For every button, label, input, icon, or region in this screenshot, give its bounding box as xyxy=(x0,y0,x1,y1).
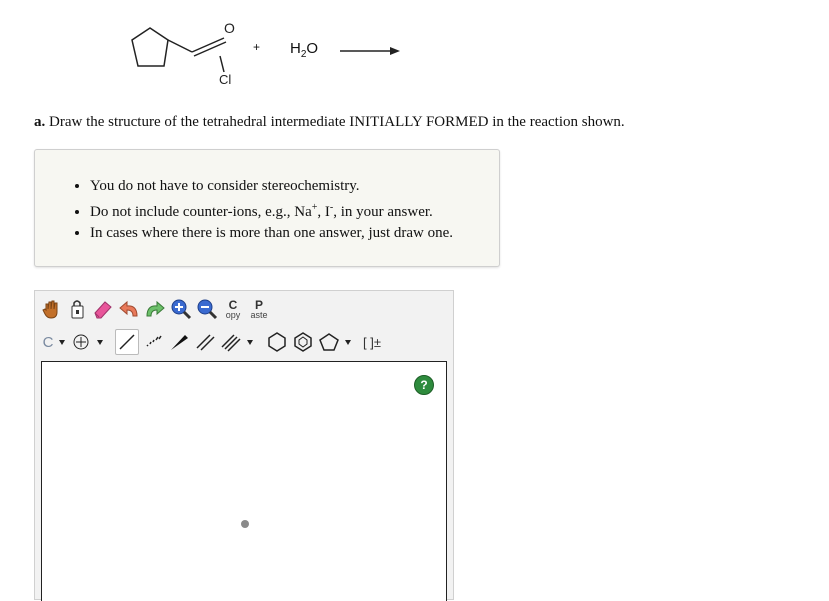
eraser-tool[interactable] xyxy=(91,296,115,322)
question-body: Draw the structure of the tetrahedral intermediate INITIALLY FORMED in the reaction shown. xyxy=(45,114,625,130)
redo-icon xyxy=(144,298,166,320)
cursor-dot xyxy=(241,520,249,528)
charge-dropdown-arrow[interactable] xyxy=(97,340,103,345)
question-label: a. xyxy=(34,114,46,130)
zoom-in-button[interactable] xyxy=(169,296,193,322)
oxygen-atom-label: O xyxy=(224,20,235,36)
paste-button[interactable]: P aste xyxy=(250,297,268,320)
hexagon-icon xyxy=(266,331,288,353)
editor-toolbar-top xyxy=(39,293,273,325)
element-dropdown-arrow[interactable] xyxy=(59,340,65,345)
cyclohexane-ring-tool[interactable] xyxy=(265,329,289,355)
triple-bond-icon xyxy=(220,331,242,353)
benzene-ring-tool[interactable] xyxy=(291,329,315,355)
double-bond-tool[interactable] xyxy=(193,329,217,355)
water-reagent: $H_2O$ xyxy=(290,40,319,60)
hint-box xyxy=(34,149,500,267)
zoom-out-button[interactable] xyxy=(195,296,219,322)
bond-dropdown-arrow[interactable] xyxy=(247,340,253,345)
editor-toolbar-bottom xyxy=(39,326,381,358)
hashed-bond-tool[interactable] xyxy=(141,329,165,355)
charge-tool[interactable] xyxy=(69,329,93,355)
copy-button[interactable]: C opy xyxy=(225,297,241,320)
lock-bottle-icon xyxy=(67,298,87,320)
reaction-scheme xyxy=(120,10,420,95)
benzene-icon xyxy=(292,331,314,353)
hint-item: • You do not have to consider stereochemistry. xyxy=(90,176,499,197)
undo-button[interactable] xyxy=(117,296,141,322)
element-select-button[interactable]: C xyxy=(42,333,54,351)
hint-list xyxy=(35,176,499,244)
zoom-in-icon xyxy=(170,298,192,320)
molecule-editor xyxy=(34,290,454,600)
clear-canvas-tool[interactable] xyxy=(65,296,89,322)
wedge-bond-tool[interactable] xyxy=(167,329,191,355)
single-bond-icon xyxy=(116,331,138,353)
double-bond-icon xyxy=(194,331,216,353)
plus-sign: + xyxy=(253,40,261,54)
charge-plus-icon xyxy=(71,332,91,352)
hint-item: • In cases where there is more than one answer, just draw one. xyxy=(90,223,499,244)
hashed-bond-icon xyxy=(142,331,164,353)
help-button[interactable]: ? xyxy=(414,375,434,395)
wedge-bond-icon xyxy=(168,331,190,353)
single-bond-tool[interactable] xyxy=(115,329,139,355)
drawing-canvas[interactable] xyxy=(41,361,447,601)
hand-move-tool[interactable] xyxy=(39,296,63,322)
hand-icon xyxy=(41,298,61,320)
chlorine-atom-label: Cl xyxy=(219,72,232,87)
triple-bond-tool[interactable] xyxy=(219,329,243,355)
pentagon-icon xyxy=(318,331,340,353)
zoom-out-icon xyxy=(196,298,218,320)
hint-item: • Do not include counter-ions, e.g., Na+, I-, in your answer. xyxy=(90,197,499,223)
eraser-icon xyxy=(92,298,114,320)
ring-dropdown-arrow[interactable] xyxy=(345,340,351,345)
undo-icon xyxy=(118,298,140,320)
cyclopentane-ring-tool[interactable] xyxy=(317,329,341,355)
acid-chloride-structure xyxy=(120,10,420,95)
redo-button[interactable] xyxy=(143,296,167,322)
bracket-charge-tool[interactable]: [ ]± xyxy=(363,334,381,350)
question-text xyxy=(34,114,625,131)
